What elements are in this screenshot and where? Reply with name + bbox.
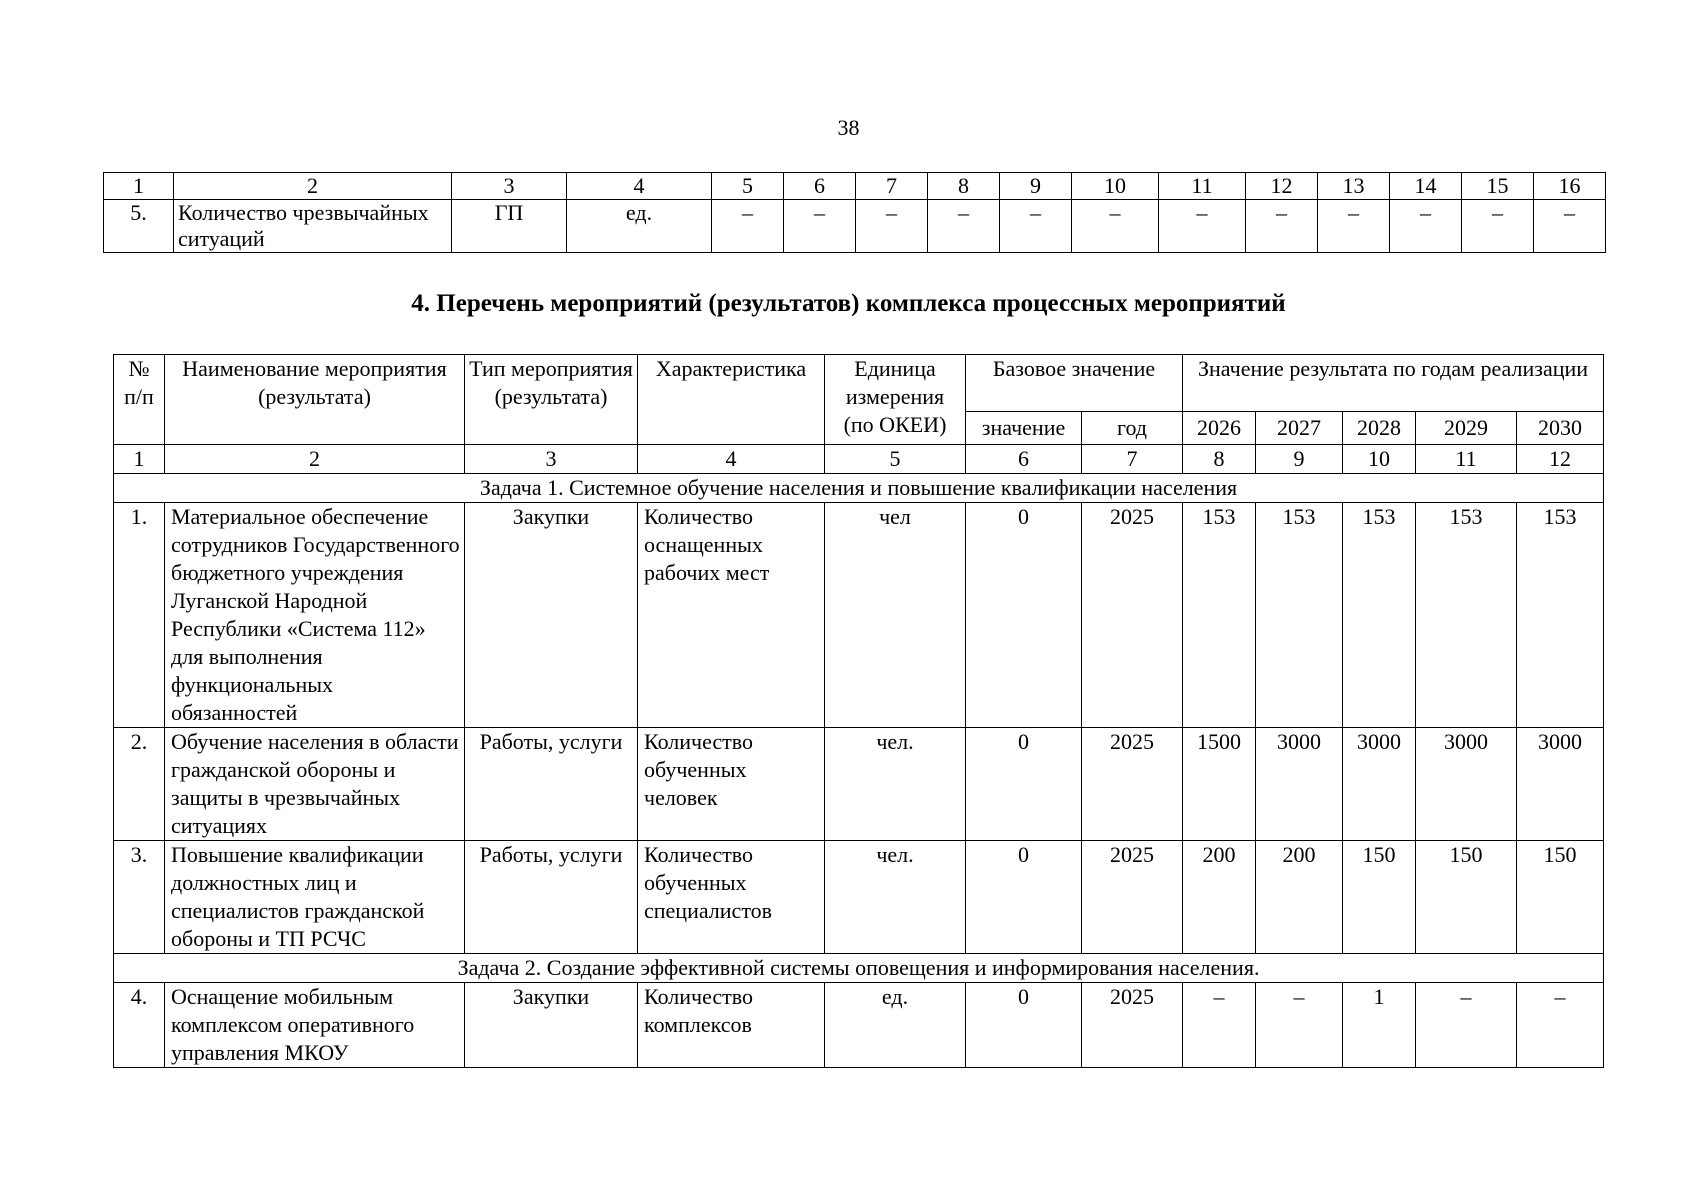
value-cell: – xyxy=(1390,200,1462,253)
header-year: 2029 xyxy=(1416,412,1517,445)
col-number: 8 xyxy=(928,173,1000,200)
row-number: 3. xyxy=(114,841,165,954)
value-cell: – xyxy=(1072,200,1159,253)
value-cell: – xyxy=(1462,200,1534,253)
base-value: 0 xyxy=(966,983,1082,1068)
column-number-row xyxy=(104,173,1606,200)
col-number: 7 xyxy=(856,173,928,200)
header-base-value: значение xyxy=(966,412,1082,445)
base-year: 2025 xyxy=(1082,728,1183,841)
year-value: 200 xyxy=(1256,841,1343,954)
row-number: 2. xyxy=(114,728,165,841)
page-number: 38 xyxy=(837,115,860,140)
table-row xyxy=(114,503,1604,728)
indicators-table-continuation xyxy=(103,172,1606,253)
base-value: 0 xyxy=(966,503,1082,728)
base-value: 0 xyxy=(966,728,1082,841)
col-number: 10 xyxy=(1343,445,1416,474)
header-year: 2026 xyxy=(1183,412,1256,445)
header-row xyxy=(114,355,1604,412)
col-number: 12 xyxy=(1246,173,1318,200)
base-year: 2025 xyxy=(1082,983,1183,1068)
col-number: 14 xyxy=(1390,173,1462,200)
year-value: 153 xyxy=(1416,503,1517,728)
col-number: 12 xyxy=(1517,445,1604,474)
col-number: 2 xyxy=(165,445,465,474)
measure-type: Закупки xyxy=(465,983,638,1068)
base-year: 2025 xyxy=(1082,503,1183,728)
col-number: 4 xyxy=(638,445,825,474)
measure-type: Работы, услуги xyxy=(465,728,638,841)
col-number: 13 xyxy=(1318,173,1390,200)
year-value: 3000 xyxy=(1343,728,1416,841)
measure-unit: чел. xyxy=(825,728,966,841)
measure-characteristic: Количество обученных человек xyxy=(638,728,825,841)
header-base-year: год xyxy=(1082,412,1183,445)
indicator-unit: ед. xyxy=(567,200,712,253)
task-title: Задача 2. Создание эффективной системы оповещения и информирования населения. xyxy=(114,954,1604,983)
measure-name: Материальное обеспечение сотрудников Государственного бюджетного учреждения Луганской Народной Республики «Система 112» для выполнения функциональных обязанностей xyxy=(165,503,465,728)
col-number: 11 xyxy=(1159,173,1246,200)
year-value: 150 xyxy=(1416,841,1517,954)
header-name: Наименование мероприятия (результата) xyxy=(165,355,465,445)
value-cell: – xyxy=(1159,200,1246,253)
col-number: 6 xyxy=(784,173,856,200)
task-row xyxy=(114,474,1604,503)
section-title: 4. Перечень мероприятий (результатов) комплекса процессных мероприятий xyxy=(411,290,1286,317)
indicator-name: Количество чрезвычайных ситуаций xyxy=(174,200,452,253)
year-value: 150 xyxy=(1517,841,1604,954)
col-number: 9 xyxy=(1000,173,1072,200)
header-num: № п/п xyxy=(114,355,165,445)
col-number: 5 xyxy=(712,173,784,200)
measure-name: Оснащение мобильным комплексом оперативного управления МКОУ xyxy=(165,983,465,1068)
col-number: 2 xyxy=(174,173,452,200)
col-number: 1 xyxy=(114,445,165,474)
measure-characteristic: Количество обученных специалистов xyxy=(638,841,825,954)
year-value: 1500 xyxy=(1183,728,1256,841)
header-base: Базовое значение xyxy=(966,355,1183,412)
header-year: 2028 xyxy=(1343,412,1416,445)
measure-characteristic: Количество комплексов xyxy=(638,983,825,1068)
year-value: 200 xyxy=(1183,841,1256,954)
col-number: 6 xyxy=(966,445,1082,474)
base-value: 0 xyxy=(966,841,1082,954)
header-type: Тип мероприятия (результата) xyxy=(465,355,638,445)
col-number: 16 xyxy=(1534,173,1606,200)
year-value: – xyxy=(1416,983,1517,1068)
table-row xyxy=(104,200,1606,253)
row-number: 1. xyxy=(114,503,165,728)
year-value: 153 xyxy=(1183,503,1256,728)
col-number: 9 xyxy=(1256,445,1343,474)
year-value: 3000 xyxy=(1416,728,1517,841)
year-value: 150 xyxy=(1343,841,1416,954)
table-row xyxy=(114,983,1604,1068)
year-value: 153 xyxy=(1517,503,1604,728)
year-value: 153 xyxy=(1343,503,1416,728)
value-cell: – xyxy=(1246,200,1318,253)
col-number: 7 xyxy=(1082,445,1183,474)
col-number: 3 xyxy=(452,173,567,200)
column-number-row xyxy=(114,445,1604,474)
measures-table xyxy=(113,354,1604,1068)
col-number: 5 xyxy=(825,445,966,474)
value-cell: – xyxy=(1318,200,1390,253)
row-number: 4. xyxy=(114,983,165,1068)
year-value: 1 xyxy=(1343,983,1416,1068)
year-value: 3000 xyxy=(1256,728,1343,841)
year-value: – xyxy=(1256,983,1343,1068)
col-number: 1 xyxy=(104,173,174,200)
indicator-type: ГП xyxy=(452,200,567,253)
header-result: Значение результата по годам реализации xyxy=(1183,355,1604,412)
measure-name: Обучение населения в области гражданской обороны и защиты в чрезвычайных ситуациях xyxy=(165,728,465,841)
col-number: 8 xyxy=(1183,445,1256,474)
value-cell: – xyxy=(784,200,856,253)
measure-unit: ед. xyxy=(825,983,966,1068)
table-row xyxy=(114,728,1604,841)
year-value: – xyxy=(1183,983,1256,1068)
col-number: 10 xyxy=(1072,173,1159,200)
year-value: 3000 xyxy=(1517,728,1604,841)
measure-unit: чел. xyxy=(825,841,966,954)
measure-type: Закупки xyxy=(465,503,638,728)
row-number: 5. xyxy=(104,200,174,253)
header-year: 2030 xyxy=(1517,412,1604,445)
header-characteristic: Характеристика xyxy=(638,355,825,445)
year-value: 153 xyxy=(1256,503,1343,728)
value-cell: – xyxy=(928,200,1000,253)
col-number: 15 xyxy=(1462,173,1534,200)
value-cell: – xyxy=(1000,200,1072,253)
header-year: 2027 xyxy=(1256,412,1343,445)
year-value: – xyxy=(1517,983,1604,1068)
value-cell: – xyxy=(1534,200,1606,253)
value-cell: – xyxy=(712,200,784,253)
table-row xyxy=(114,841,1604,954)
measure-type: Работы, услуги xyxy=(465,841,638,954)
col-number: 3 xyxy=(465,445,638,474)
header-unit: Единица измерения (по ОКЕИ) xyxy=(825,355,966,445)
col-number: 11 xyxy=(1416,445,1517,474)
measure-unit: чел xyxy=(825,503,966,728)
col-number: 4 xyxy=(567,173,712,200)
measure-name: Повышение квалификации должностных лиц и специалистов гражданской обороны и ТП РСЧС xyxy=(165,841,465,954)
task-row xyxy=(114,954,1604,983)
measure-characteristic: Количество оснащенных рабочих мест xyxy=(638,503,825,728)
base-year: 2025 xyxy=(1082,841,1183,954)
task-title: Задача 1. Системное обучение населения и повышение квалификации населения xyxy=(114,474,1604,503)
value-cell: – xyxy=(856,200,928,253)
